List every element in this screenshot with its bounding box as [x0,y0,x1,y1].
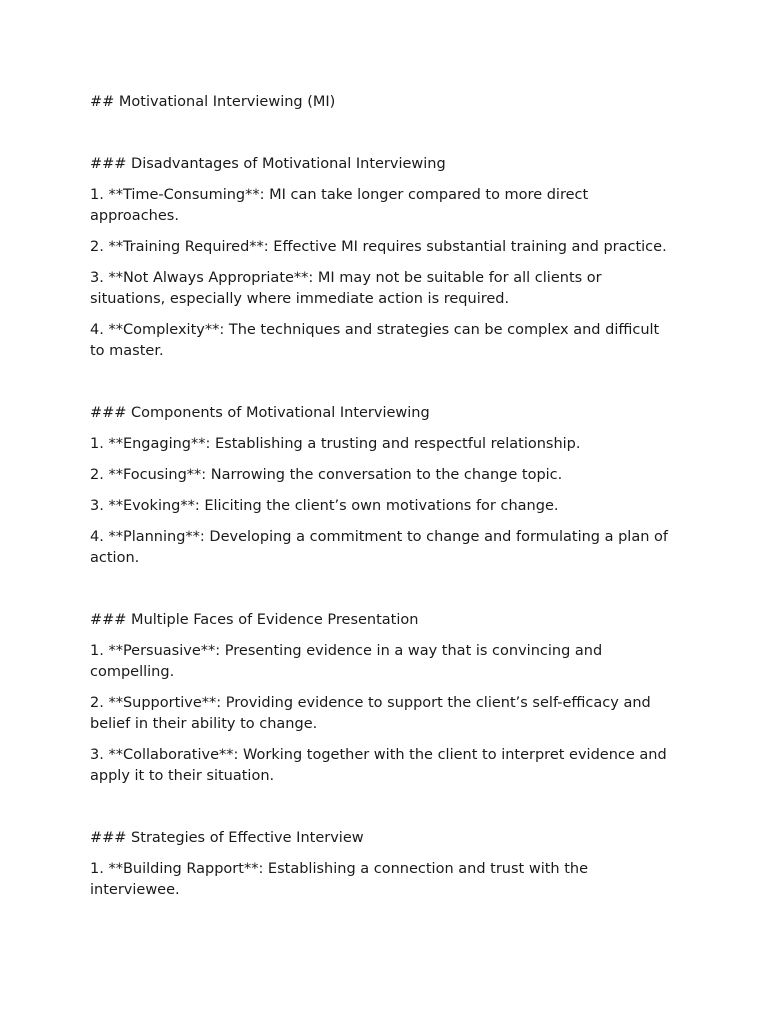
section-components [90,403,678,569]
list-item: 2. **Training Required**: Effective MI requires substantial training and practice. [90,239,667,255]
section-evidence-presentation [90,610,678,787]
list-item: 2. **Focusing**: Narrowing the conversation to the change topic. [90,467,563,483]
section-heading: ### Strategies of Effective Interview [90,830,364,846]
document-title: ## Motivational Interviewing (MI) [90,94,336,110]
list-item: 3. **Collaborative**: Working together with the client to interpret evidence and apply it to their situation. [90,747,667,784]
section-disadvantages [90,154,678,362]
section-heading: ### Multiple Faces of Evidence Presentation [90,612,419,628]
list-item: 1. **Persuasive**: Presenting evidence in a way that is convincing and compelling. [90,643,603,680]
list-item: 1. **Building Rapport**: Establishing a connection and trust with the interviewee. [90,861,588,898]
list-item: 3. **Not Always Appropriate**: MI may not be suitable for all clients or situations, especially where immediate action is required. [90,270,602,307]
list-item: 1. **Time-Consuming**: MI can take longer compared to more direct approaches. [90,187,589,224]
list-item: 4. **Planning**: Developing a commitment to change and formulating a plan of action. [90,529,668,566]
list-item: 1. **Engaging**: Establishing a trusting and respectful relationship. [90,436,581,452]
section-interview-strategies [90,828,678,901]
section-heading: ### Disadvantages of Motivational Interviewing [90,156,446,172]
section-heading: ### Components of Motivational Interviewing [90,405,430,421]
list-item: 2. **Supportive**: Providing evidence to support the client’s self-efficacy and belief in their ability to change. [90,695,651,732]
list-item: 3. **Evoking**: Eliciting the client’s own motivations for change. [90,498,559,514]
list-item: 4. **Complexity**: The techniques and strategies can be complex and difficult to master. [90,322,660,359]
